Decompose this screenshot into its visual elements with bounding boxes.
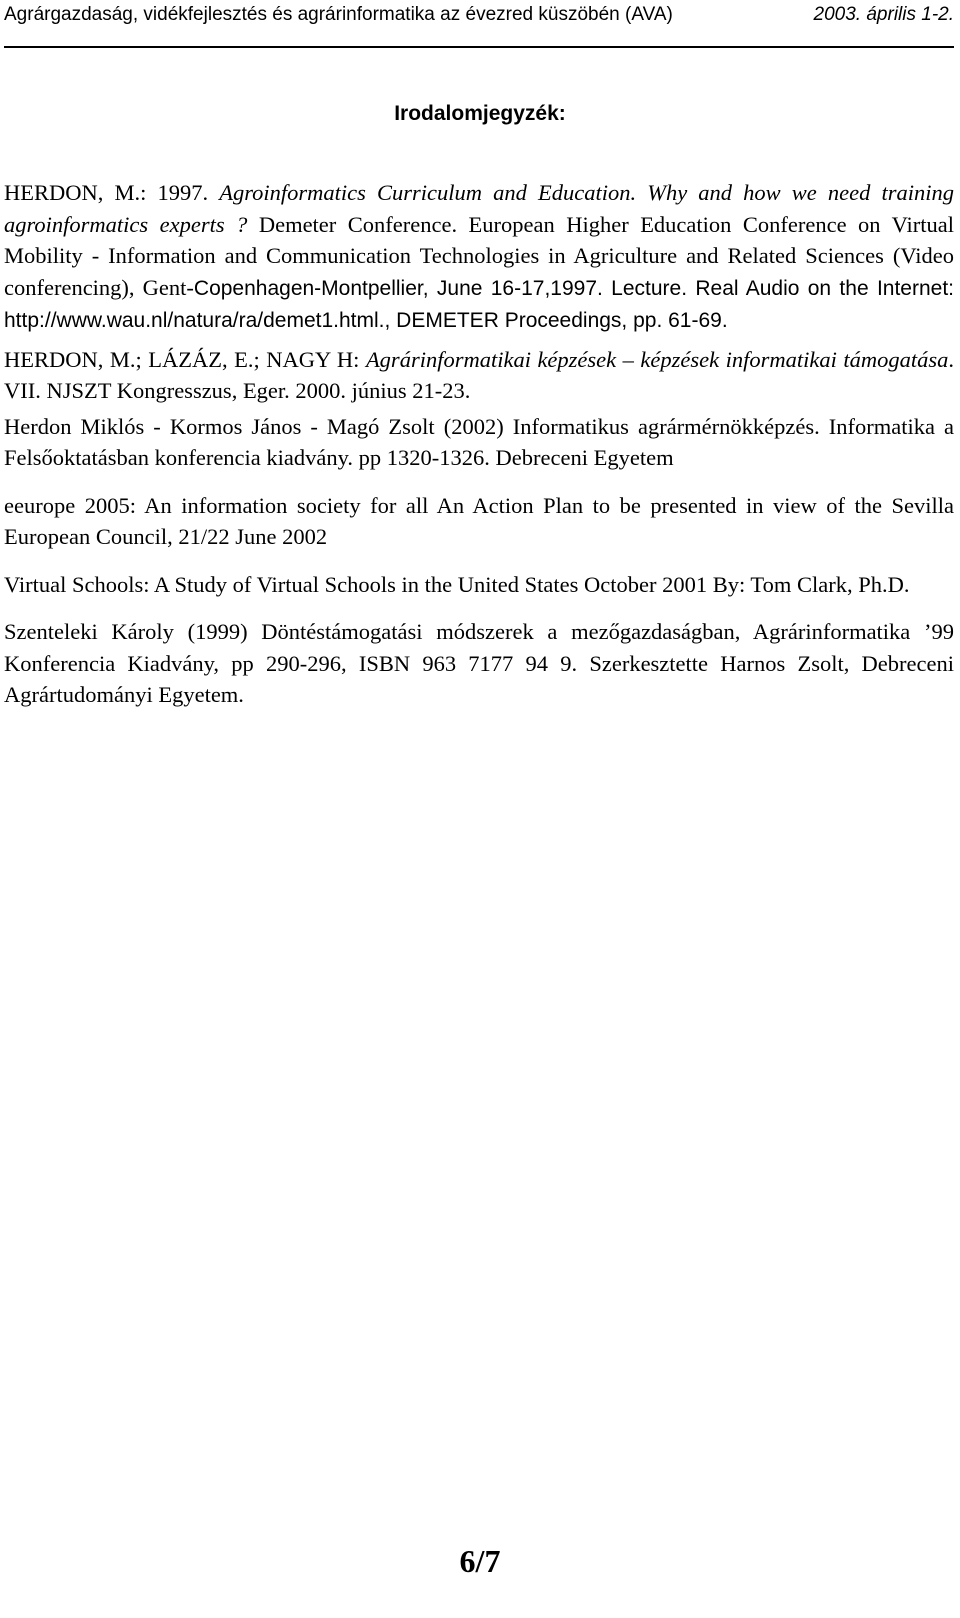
reference-item-herdon-1997 [4,177,954,337]
section-heading: Irodalomjegyzék: [394,102,566,125]
reference-item-herdon-lazaz-nagy [4,344,954,407]
reference-details-continued: Copenhagen-Montpellier, June 16-17,1997. Lecture. Real Audio on the Internet: http://www.wau.nl/natura/ra/demet1.html., DEMETER Proceedings, pp. 61-69. [4,276,954,332]
reference-details: Demeter Conference. European Higher Education Conference on Virtual Mobility - Information and Communication Technologies in Agriculture and Related Sciences (Video conferencing), Gent- [4,211,954,300]
reference-item-eeurope: eeurope 2005: An information society for all An Action Plan to be presented in view of the Sevilla European Council, 21/22 June 2002 [4,492,954,549]
reference-details: . VII. NJSZT Kongresszus, Eger. 2000. június 21-23. [4,346,954,403]
reference-item-herdon-kormos-mago: Herdon Miklós - Kormos János - Magó Zsolt (2002) Informatikus agrármérnökképzés. Informatika a Felsőoktatásban konferencia kiadvány. pp 1320-1326. Debreceni Egyetem [4,413,954,470]
reference-authors: HERDON, M.; LÁZÁZ, E.; NAGY H: [4,346,366,372]
reference-item-virtual-schools: Virtual Schools: A Study of Virtual Schools in the United States October 2001 By: Tom Clark, Ph.D. [4,571,910,597]
reference-authors-year: HERDON, M.: 1997. [4,180,220,205]
header-date: 2003. április 1-2. [813,4,954,25]
reference-title: Agroinformatics Curriculum and Education. Why and how we need training agroinformatics experts ? [4,180,954,237]
reference-list [4,177,954,727]
reference-item-szenteleki: Szenteleki Károly (1999) Döntéstámogatási módszerek a mezőgazdaságban, Agrárinformatika ’99 Konferencia Kiadvány, pp 290-296, ISBN 963 7177 94 9. Szerkesztette Harnos Zsolt, Debreceni Agrártudományi Egyetem. [4,619,954,707]
page-number: 6/7 [459,1543,501,1579]
reference-title: Agrárinformatikai képzések – képzések informatikai támogatása [365,346,949,372]
running-header [4,4,954,48]
header-title: Agrárgazdaság, vidékfejlesztés és agrárinformatika az évezred küszöbén (AVA) [4,4,673,25]
